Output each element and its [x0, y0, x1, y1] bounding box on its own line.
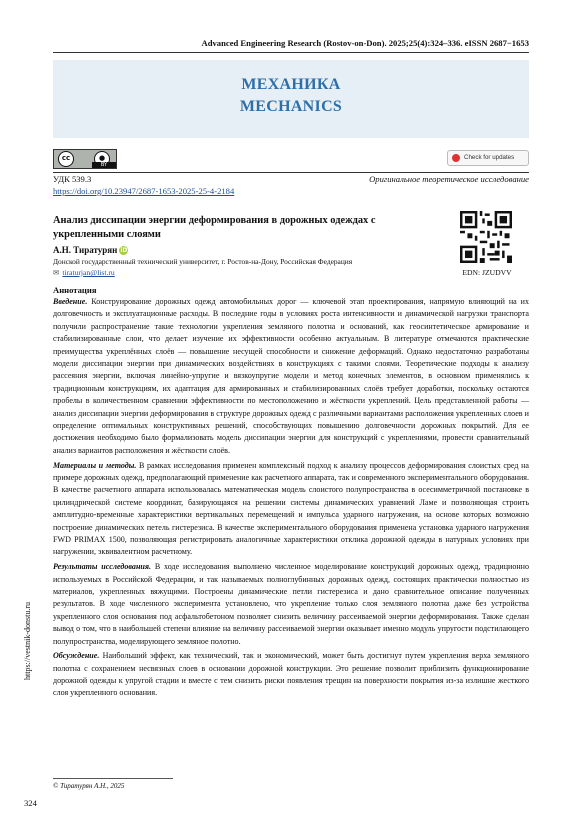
journal-header: Advanced Engineering Research (Rostov-on-Don). 2025;25(4):324–336. eISSN 2687−1653: [201, 38, 529, 48]
methods-text: В рамках исследования применен комплексный подход к анализу процессов деформирования слоистых сред на примере дорожных одежд, предполагающий применение как расчетного аппарата, так и современного экспериментального оборудования. В качестве расчетного аппарата использовалась математическая модель слоистого полупространства в осесимметричной постановке в цилиндрической системе координат, базирующаяся на решении системы динамических уравнений Ламе и позволяющая строить амплитудно-временные характеристики вертикальных перемещений и импульса ударного нагружения, на основе которых возможно построение динамических петель гистерезиса. В качестве экспериментального оборудования применена установка ударного нагружения FWD PRIMAX 1500, позволяющая регистрировать аналогичные характеристики отклика дорожной одежды в натурных условиях при нагружении, эквивалентном расчетному.: [53, 460, 529, 557]
author-name-text: А.Н. Тиратурян: [53, 245, 118, 255]
meta-rule: [53, 172, 529, 173]
discussion-label: Обсуждение.: [53, 651, 100, 661]
abstract-results: [53, 561, 529, 648]
methods-label: Материалы и методы.: [53, 460, 137, 470]
envelope-icon: ✉: [53, 268, 60, 277]
orcid-icon[interactable]: iD: [120, 247, 128, 254]
article-title: Анализ диссипации энергии деформирования в дорожных одеждах с укрепленными слоями: [53, 215, 376, 240]
qr-code-icon: [460, 211, 512, 263]
section-banner: [53, 60, 529, 138]
edn-code: EDN: JZUDVV: [462, 268, 512, 277]
results-label: Результаты исследования.: [53, 562, 152, 572]
email-address[interactable]: tiraturjan@list.ru: [62, 268, 115, 277]
introduction-label: Введение.: [53, 297, 88, 306]
udk-code: УДК 539.3: [53, 174, 92, 184]
crossmark-icon: [452, 154, 460, 162]
abstract-methods: [53, 460, 529, 559]
doi-link[interactable]: https://doi.org/10.23947/2687-1653-2025-25-4-2184: [53, 186, 235, 196]
by-label: BY: [92, 162, 116, 168]
abstract-discussion: [53, 650, 529, 700]
abstract-introduction: [53, 296, 529, 457]
author-email[interactable]: [53, 268, 115, 277]
author-name: [53, 245, 128, 255]
copyright-note: © Тиратурян А.Н., 2025: [53, 782, 125, 790]
section-title-en: MECHANICS: [239, 98, 343, 115]
author-affiliation: Донской государственный технический университет, г. Ростов-на-Дону, Российская Федерация: [53, 257, 353, 266]
header-rule: [53, 52, 529, 53]
discussion-text: Наибольший эффект, как технический, так и экономический, может быть достигнут путем укрепления верха земляного полотна с сохранением несвязных слоев в основании дорожной конструкции. Это решение позволит приблизить функционирование дорожной одежды к упругой стадии и вместе с тем снизить риски появления трещин на поверхности покрытия из-за излишне жесткого слоя укрепленного основания.: [53, 651, 529, 698]
section-title-ru: МЕХАНИКА: [241, 76, 341, 93]
cc-icon: cc: [58, 151, 74, 167]
check-for-updates-button[interactable]: [447, 150, 529, 166]
article-type: Оригинальное теоретическое исследование: [369, 174, 529, 184]
person-icon: ●: [94, 151, 110, 167]
journal-site-url[interactable]: https://vestnik-donstu.ru: [23, 602, 32, 680]
introduction-text: Конструирование дорожных одежд автомобильных дорог — ключевой этап проектирования, напрямую влияющий на их долговечность и эксплуатационные расходы. В последние годы в условиях роста интенсивности и динамической нагрузки транспорта получили распространение такие технологии укрепления земляного полотна и оснований, как геосинтетическое армирование и стабилизированные слои, что делает изучение их эффективности особенно актуальным. В литературе отмечаются практические преимущества укреплённых слоёв — повышение несущей способности и снижение деформаций. Однако недостаточно разработаны модели диссипации энергии при динамических воздействиях в конструкциях с такими слоями. Теоретические подходы к анализу рассеяния энергии, включая линейно-упругие и вязкоупругие модели и метод конечных элементов, в основном применялись к традиционным конструкциям, их адаптация для армированных и стабилизированных слоёв требует доработки, поскольку остаются пробелы в количественном сравнении эффективности по местоположению и жёсткости укреплений. Цель представленной работы — анализ диссипации энергии деформирования в структуре дорожных одежд с различными вариантами расположения укрепленных слоев и определение оптимальных конструктивных решений, способствующих повышению долговечности дорожных покрытий. Для ее достижения необходимо было формализовать модель диссипации энергии для конструкций с укреплениями, провести сравнительный анализ вариантов расположения и жёсткости слоёв.: [53, 297, 530, 455]
page-number: 324: [24, 798, 37, 808]
check-for-updates-label: Check for updates: [464, 154, 515, 161]
footnote-rule: [53, 778, 173, 779]
results-text: В ходе исследования выполнено численное моделирование конструкций дорожных одежд, традиционно используемых в Российской Федерации, и так называемых полноглубинных дорожных одежд, состоящих практически полностью из материалов, укрепленных вяжущими. Построены динамические петли гистерезиса и дано сравнительное описание полученных результатов. В ходе численного эксперимента установлено, что укрепление только слоя земляного полотна даже без устройства укрепленного слоя основания под асфальтобетоном позволяет снизить величину рассеиваемой энергии деформирования. Также сделан вывод о том, что в наибольшей степени влияние на величину рассеиваемой энергии оказывает именно модуль упругости подстилающего полупространства, моделирующего земляное полотно.: [53, 562, 530, 646]
cc-by-license-badge[interactable]: [53, 149, 117, 169]
abstract-body: [53, 296, 529, 702]
abstract-heading: Аннотация: [53, 285, 97, 295]
